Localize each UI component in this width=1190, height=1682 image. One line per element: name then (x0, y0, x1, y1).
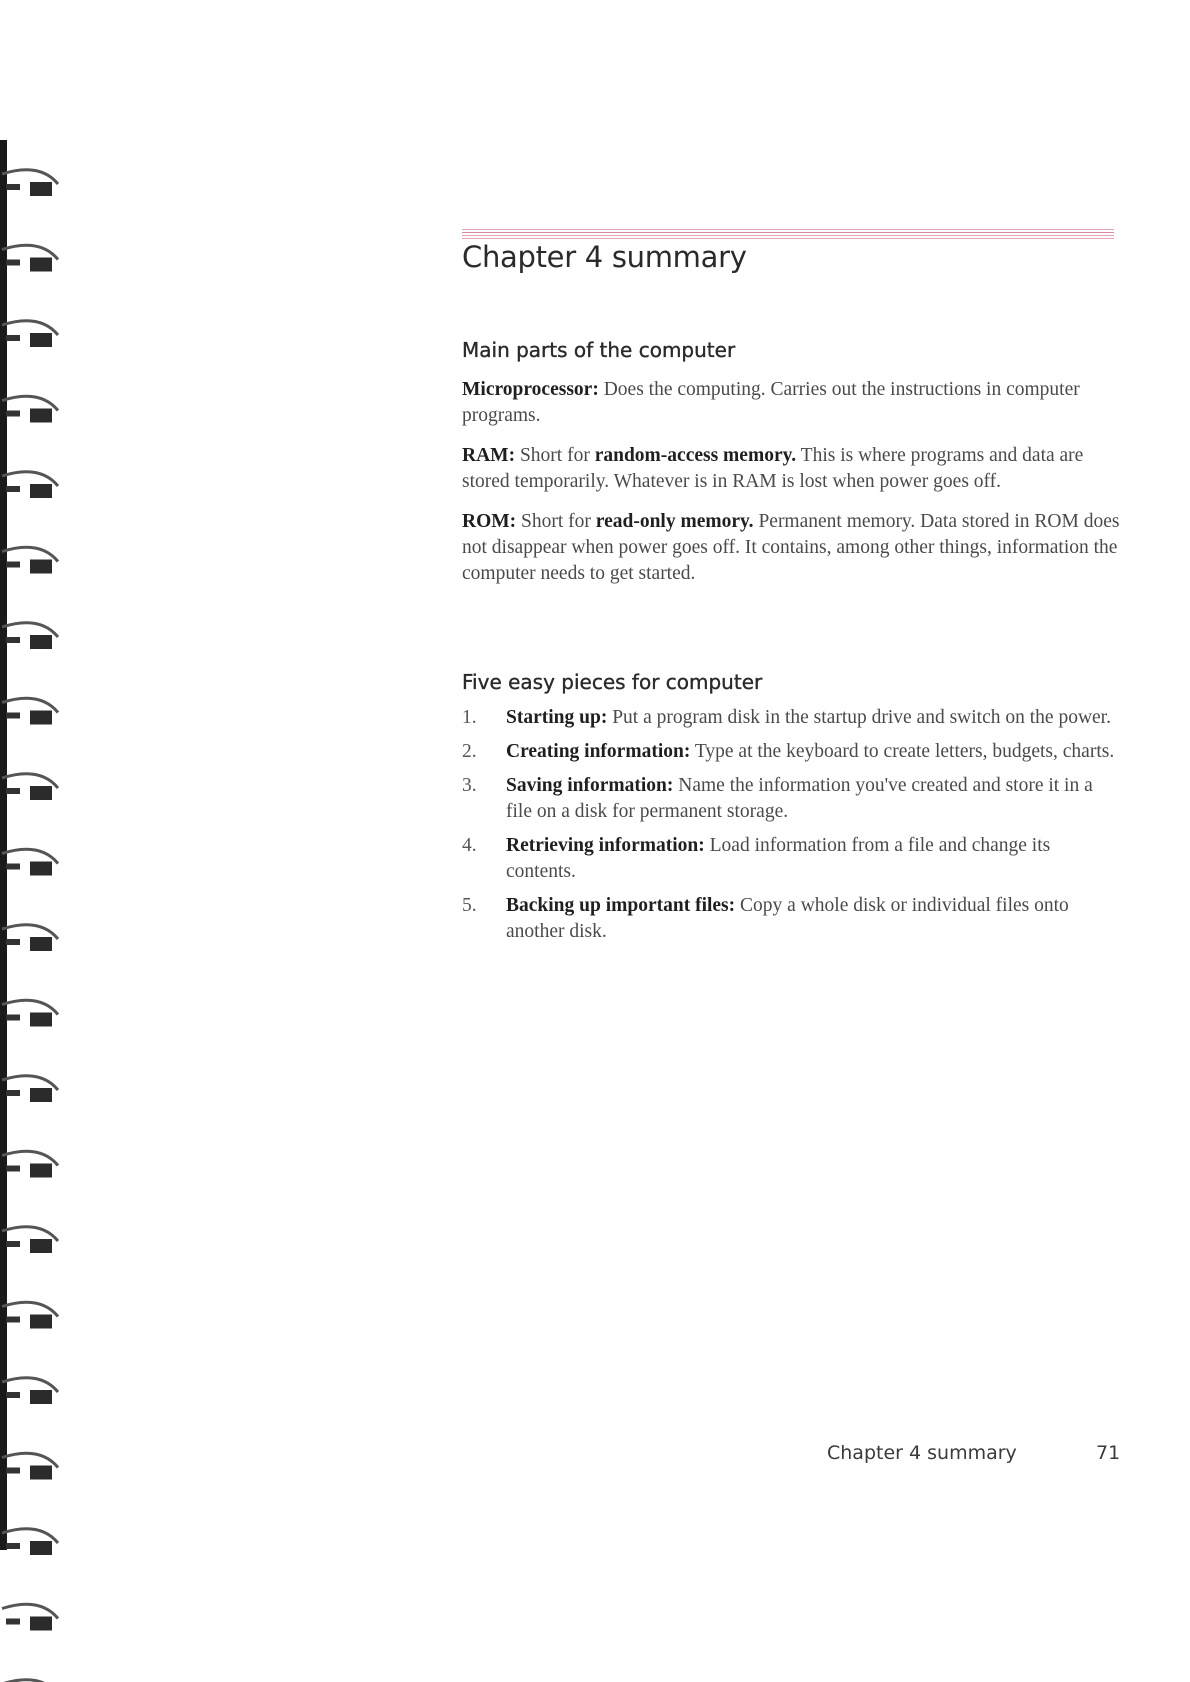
step-number: 4. (462, 835, 477, 856)
list-item (462, 893, 1122, 945)
step-text: Load information from a file and change its contents. (506, 835, 1051, 882)
definition-text: Permanent memory. Data stored in ROM does not disappear when power goes off. It contains, among other things, information the computer needs to get started. (462, 511, 1120, 584)
step-text: Copy a whole disk or individual files onto another disk. (506, 895, 1069, 942)
step-number: 2. (462, 741, 477, 762)
definition-rom (462, 509, 1122, 587)
spiral-coil (2, 396, 58, 422)
term: ROM: (462, 511, 517, 532)
steps-list (462, 705, 1122, 953)
step-text: Type at the keyboard to create letters, budgets, charts. (690, 741, 1115, 762)
spiral-coil (2, 547, 58, 573)
step-term: Retrieving information: (506, 835, 705, 856)
page-title: Chapter 4 summary (462, 240, 747, 274)
section-heading-five-pieces: Five easy pieces for computer (462, 670, 763, 694)
definition-text: Does the computing. Carries out the instructions in computer programs. (462, 379, 1080, 426)
spiral-coil (2, 1378, 58, 1404)
spiral-coil (2, 1151, 58, 1177)
definitions-list (462, 377, 1122, 601)
spiral-coil (2, 1227, 58, 1253)
term: random-access memory. (594, 445, 797, 466)
definition-text: Short for (516, 511, 596, 532)
spiral-coil (2, 1076, 58, 1102)
spiral-coil (2, 623, 58, 649)
spiral-coil (2, 698, 58, 724)
step-term: Starting up: (506, 707, 608, 728)
running-footer: Chapter 4 summary (827, 1442, 1017, 1464)
definition-microprocessor (462, 377, 1122, 429)
list-item (462, 773, 1122, 825)
term: RAM: (462, 445, 516, 466)
term: read-only memory. (595, 511, 754, 532)
step-term: Backing up important files: (506, 895, 736, 916)
list-item (462, 705, 1122, 731)
spiral-coil (2, 849, 58, 875)
list-item (462, 833, 1122, 885)
step-term: Saving information: (506, 775, 674, 796)
spiral-coil (2, 1604, 58, 1630)
definition-text: Short for (515, 445, 595, 466)
list-item (462, 739, 1122, 765)
spiral-binding (0, 0, 70, 1682)
spiral-coil (2, 925, 58, 951)
spiral-coil (2, 1453, 58, 1479)
step-number: 1. (462, 707, 477, 728)
spiral-coil (2, 170, 58, 196)
step-number: 5. (462, 895, 477, 916)
step-text: Name the information you've created and store it in a file on a disk for permanent storage. (506, 775, 1093, 822)
term: Microprocessor: (462, 379, 599, 400)
spiral-coil (2, 1302, 58, 1328)
definition-text: This is where programs and data are stored temporarily. Whatever is in RAM is lost when power goes off. (462, 445, 1084, 492)
section-heading-main-parts: Main parts of the computer (462, 338, 736, 362)
spiral-coil (2, 472, 58, 498)
step-text: Put a program disk in the startup drive and switch on the power. (607, 707, 1111, 728)
spiral-coil (2, 321, 58, 347)
definition-ram (462, 443, 1122, 495)
page-number: 71 (1096, 1442, 1121, 1464)
step-number: 3. (462, 775, 477, 796)
spiral-coil (2, 1000, 58, 1026)
spiral-coil (2, 774, 58, 800)
spiral-coil (2, 1529, 58, 1555)
step-term: Creating information: (506, 741, 691, 762)
spiral-coil (2, 245, 58, 271)
